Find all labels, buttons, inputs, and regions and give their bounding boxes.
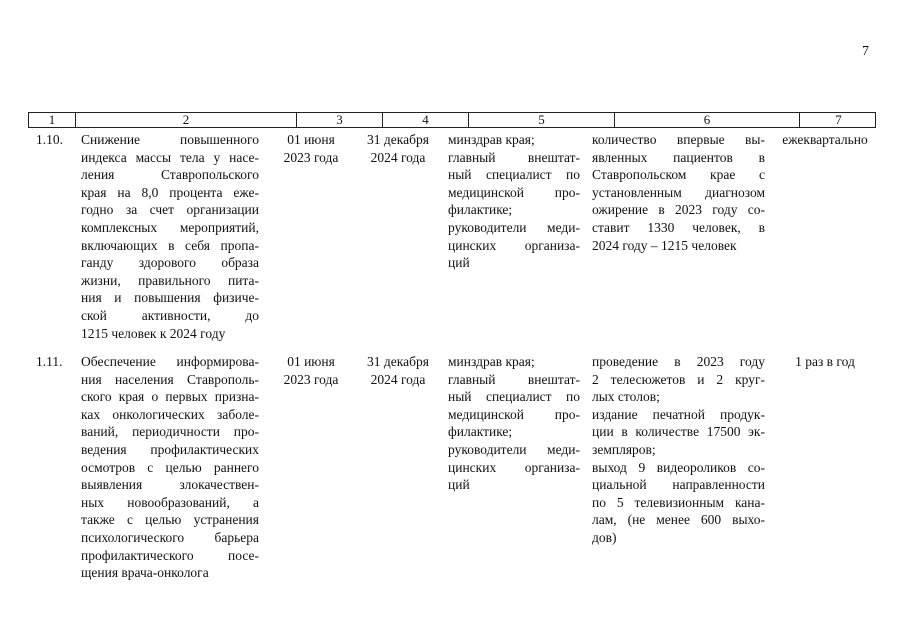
start-date <box>272 353 350 388</box>
event-line: также с целью устранения <box>81 512 259 528</box>
result-line: лых столов; <box>592 389 660 405</box>
responsible-line: цинских организа- <box>448 237 580 253</box>
event-line: ганду здорового образа <box>81 255 259 271</box>
row-number: 1.10. <box>36 132 63 147</box>
responsible-line: ный специалист по <box>448 167 580 183</box>
result-line: Ставропольском крае с <box>592 167 765 183</box>
column-header-1: 1 <box>29 113 76 127</box>
event-line: ской активности, до <box>81 307 259 323</box>
result-line: 2 телесюжетов и 2 круг- <box>592 371 765 387</box>
result-line: явленных пациентов в <box>592 149 765 165</box>
event-line: ваний, периодичности про- <box>81 424 259 440</box>
event-line: включающих в себя пропа- <box>81 237 259 253</box>
responsible-line: филактике; <box>448 202 513 218</box>
result-line: издание печатной продук- <box>592 406 765 422</box>
event-line: 1215 человек к 2024 году <box>81 325 226 341</box>
result-text <box>592 353 765 547</box>
event-text <box>81 131 259 342</box>
end-date <box>357 353 439 388</box>
start-date-line: 2023 года <box>283 371 339 387</box>
start-date-line: 01 июня <box>287 132 335 147</box>
event-line: жизни, правильного пита- <box>81 272 259 288</box>
result-line: дов) <box>592 529 617 545</box>
event-line: Обеспечение информирова- <box>81 354 259 369</box>
event-line: ского края о первых призна- <box>81 389 259 405</box>
result-line: 2024 году – 1215 человек <box>592 237 737 253</box>
result-text <box>592 131 765 254</box>
event-line: профилактического посе- <box>81 547 259 563</box>
responsible-line: медицинской про- <box>448 406 580 422</box>
frequency-text <box>775 353 875 371</box>
event-line: ведения профилактических <box>81 441 259 457</box>
responsible-text <box>448 353 580 494</box>
event-line: психологического барьера <box>81 529 259 545</box>
responsible-line: цинских организа- <box>448 459 580 475</box>
event-line: края на 8,0 процента еже- <box>81 184 259 200</box>
start-date-line: 2023 года <box>283 149 339 165</box>
responsible-line: ций <box>448 255 470 271</box>
result-line: циальной направленности <box>592 477 765 493</box>
column-header-6: 6 <box>615 113 800 127</box>
responsible-line: ный специалист по <box>448 389 580 405</box>
end-date <box>357 131 439 166</box>
result-line: количество впервые вы- <box>592 132 765 147</box>
responsible-line: минздрав края; <box>448 354 535 369</box>
event-line: индекса массы тела у насе- <box>81 149 259 165</box>
event-line: Снижение повышенного <box>81 132 259 147</box>
result-line: ожирение в 2023 году со- <box>592 202 765 218</box>
end-date-line: 2024 года <box>370 149 426 165</box>
column-header-7: 7 <box>835 112 842 127</box>
event-line: выявления злокачествен- <box>81 477 259 493</box>
result-line: проведение в 2023 году <box>592 354 765 369</box>
responsible-text <box>448 131 580 272</box>
event-line: ления Ставропольского <box>81 167 259 183</box>
frequency-line: 1 раз в год <box>795 354 855 369</box>
event-line: годно за счет организации <box>81 202 259 218</box>
end-date-line: 2024 года <box>370 371 426 387</box>
result-line: по 5 телевизионным кана- <box>592 494 765 510</box>
result-line: ставит 1330 человек, в <box>592 219 765 235</box>
responsible-line: руководители меди- <box>448 219 580 235</box>
responsible-line: медицинской про- <box>448 184 580 200</box>
responsible-line: ций <box>448 477 470 493</box>
column-header-5: 5 <box>469 113 615 127</box>
column-header-4: 4 <box>383 113 469 127</box>
event-line: осмотров с целью раннего <box>81 459 259 475</box>
end-date-line: 31 декабря <box>367 354 429 369</box>
end-date-line: 31 декабря <box>367 132 429 147</box>
column-header-2: 2 <box>76 113 297 127</box>
result-line: установленным диагнозом <box>592 184 765 200</box>
event-line: комплексных мероприятий, <box>81 219 259 235</box>
responsible-line: руководители меди- <box>448 441 580 457</box>
result-line: лам, (не менее 600 выхо- <box>592 512 765 528</box>
event-line: ных новообразований, а <box>81 494 259 510</box>
page-number: 7 <box>862 44 869 59</box>
row-number: 1.11. <box>36 354 63 369</box>
table-header-row <box>28 112 876 128</box>
frequency-line: ежеквартально <box>782 132 868 147</box>
responsible-line: минздрав края; <box>448 132 535 147</box>
column-header-3: 3 <box>297 113 383 127</box>
event-text <box>81 353 259 582</box>
event-line: щения врача-онколога <box>81 565 209 581</box>
result-line: ции в количестве 17500 эк- <box>592 424 765 440</box>
start-date-line: 01 июня <box>287 354 335 369</box>
frequency-text <box>775 131 875 149</box>
responsible-line: главный внештат- <box>448 149 580 165</box>
responsible-line: филактике; <box>448 424 513 440</box>
start-date <box>272 131 350 166</box>
event-line: ния населения Ставрополь- <box>81 371 259 387</box>
result-line: земпляров; <box>592 441 656 457</box>
event-line: ния и повышения физиче- <box>81 290 259 306</box>
result-line: выход 9 видеороликов со- <box>592 459 765 475</box>
responsible-line: главный внештат- <box>448 371 580 387</box>
event-line: ках онкологических заболе- <box>81 406 259 422</box>
